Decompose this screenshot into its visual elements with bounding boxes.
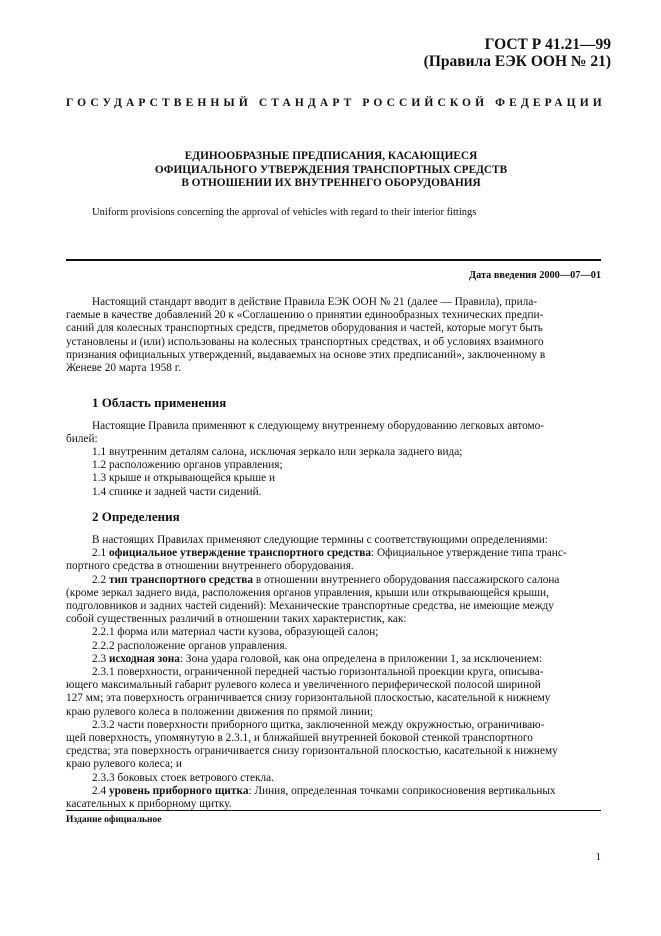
scope-list [66,446,599,499]
header-divider [66,259,601,261]
definition-2-3-3: 2.3.3 боковых стоек ветрового стекла. [92,771,275,784]
text-line: 127 мм; эта поверхность ограничивается снизу горизонтальной плоскостью, касательной к нижнему [66,692,551,705]
text-line: признания официальных утверждений, выдаваемых на основе этих предписаний», заключенному в [66,348,546,361]
text-line: (кроме зеркал заднего вида, расположения органов управления, крыши или открывающейся крыши, [66,586,549,599]
definition-2-1: 2.1 официальное утверждение транспортного средства: Официальное утверждение типа транс- [92,547,567,560]
list-item: 1.3 крыше и открывающейся крыше и [92,472,275,485]
text-line: Настоящие Правила применяют к следующему внутреннему оборудованию легковых автомо- [92,420,545,432]
document-title [66,150,596,191]
ece-rule-number: (Правила ЕЭК ООН № 21) [423,53,611,70]
title-line: В ОТНОШЕНИИ ИХ ВНУТРЕННЕГО ОБОРУДОВАНИЯ [181,177,481,189]
term: официальное утверждение транспортного средства [108,547,372,560]
state-standard-banner: ГОСУДАРСТВЕННЫЙ СТАНДАРТ РОССИЙСКОЙ ФЕДЕРАЦИИ [66,97,606,109]
definition-2-2: 2.2 тип транспортного средства в отношении внутреннего оборудования пассажирского салона [92,573,560,586]
footer-divider [66,810,601,811]
title-line: ЕДИНООБРАЗНЫЕ ПРЕДПИСАНИЯ, КАСАЮЩИЕСЯ [184,150,478,162]
term: уровень приборного щитка [108,784,249,797]
definition-2-3: 2.3 исходная зона: Зона удара головой, как она определена в приложении 1, за исключением: [92,652,543,665]
text-line: Женеве 20 марта 1958 г. [66,362,181,375]
section-heading-definitions: 2 Определения [92,509,180,524]
text-line: В настоящих Правилах применяют следующие термины с соответствующими определениями: [92,534,548,546]
definition-2-3-1: 2.3.1 поверхности, ограниченной передней частью горизонтальной проекции круга, описыва- [92,666,544,679]
text-line: касательных к приборному щитку. [66,798,232,811]
text-line: подголовников и задних частей сидений): Механические транспортные средства, не имеющие между [66,600,554,613]
intro-paragraph [66,296,599,375]
term: тип транспортного средства [108,573,253,586]
official-edition-label: Издание официальное [66,815,162,825]
text-line: билей: [66,433,98,446]
text-line: краю рулевого колеса в положении движения по прямой линии; [66,705,374,718]
definition-2-4: 2.4 уровень приборного щитка: Линия, определенная точками соприкосновения вертикальных [92,784,556,797]
definition-2-3-2: 2.3.2 части поверхности приборного щитка, заключенной между окружностью, ограничиваю- [92,718,545,731]
definition-2-2-1: 2.2.1 форма или материал части кузова, образующей салон; [92,626,379,639]
term: исходная зона [108,652,180,665]
text-line: саний для колесных транспортных средств, предметов оборудования и частей, которые могут быть [66,322,543,335]
definitions-body [66,534,599,811]
text-line: собой существенных различий в отношении таких характеристик, как: [66,613,407,626]
list-item: 1.2 расположению органов управления; [92,459,283,472]
english-title: Uniform provisions concerning the approval of vehicles with regard to their interior fittings [92,207,477,218]
definition-2-2-2: 2.2.2 расположение органов управления. [92,639,288,652]
page-number: 1 [595,851,601,863]
gost-number: ГОСТ Р 41.21—99 [484,36,611,53]
list-item: 1.1 внутренним деталям салона, исключая зеркало или зеркала заднего вида; [92,446,463,458]
text-line: краю рулевого колеса; и [66,758,182,771]
text-line: портного средства в отношении внутреннего оборудования. [66,560,354,573]
text-line: средства; эта поверхность ограничивается снизу горизонтальной плоскостью, касательной к нижнему [66,745,558,758]
text-line: щей поверхность, упомянутую в 2.3.1, и ближайшей внутренней боковой стенкой транспортного [66,732,533,745]
list-item: 1.4 спинке и задней части сидений. [92,485,262,498]
introduction-date: Дата введения 2000—07—01 [469,270,601,281]
text-line: ющего максимальный габарит рулевого колеса и увеличенного периферической полосой шириной [66,679,541,692]
text-line: Настоящий стандарт вводит в действие Правила ЕЭК ООН № 21 (далее — Правила), прила- [92,296,538,308]
title-line: ОФИЦИАЛЬНОГО УТВЕРЖДЕНИЯ ТРАНСПОРТНЫХ СРЕДСТВ [154,163,508,176]
section-heading-scope: 1 Область применения [92,395,227,410]
scope-lead [66,420,599,446]
text-line: гаемые в качестве добавлений 20 к «Соглашению о принятии единообразных технических предпи- [66,309,544,322]
text-line: установлены и (или) использованы на колесных транспортных средствах, и об условиях взаимного [66,335,544,348]
gost-code [424,36,611,70]
